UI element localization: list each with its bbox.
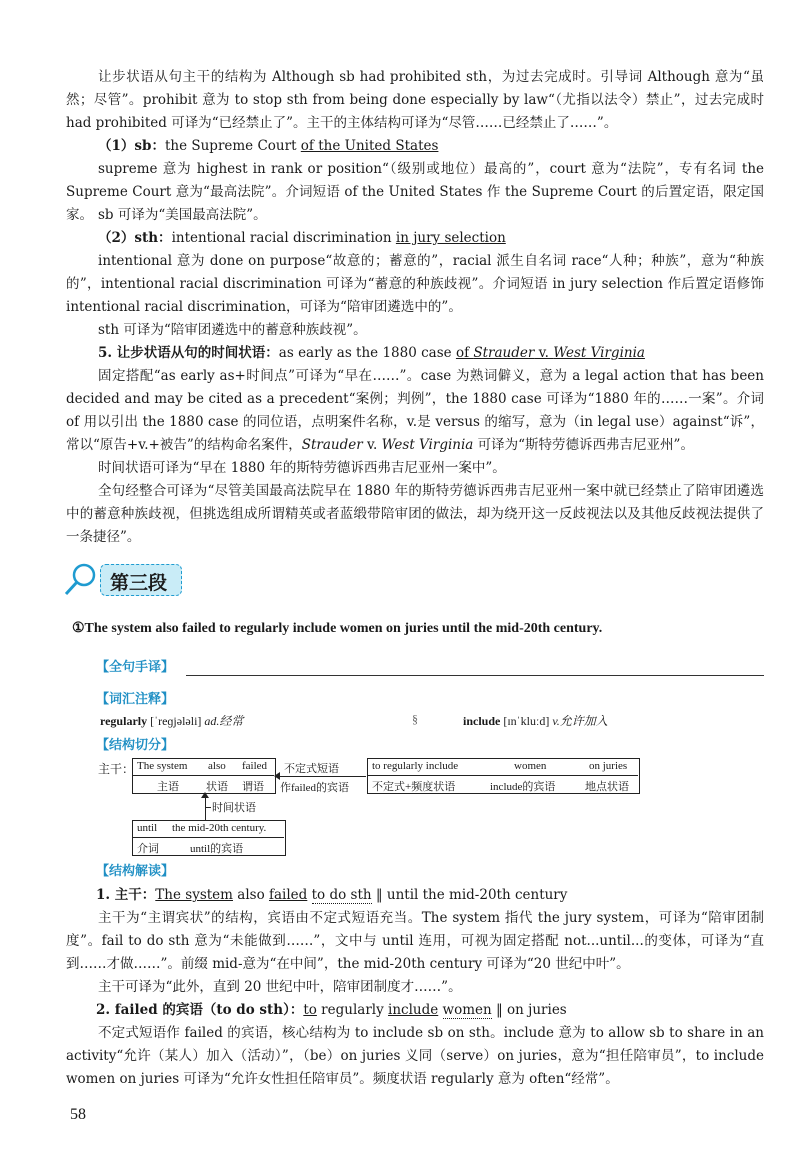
diagram-role: 谓语 — [242, 781, 264, 793]
diagram-time-label: 时间状语 — [212, 802, 256, 814]
heading-underline: in jury selection — [395, 230, 506, 246]
paragraph: 让步状语从句主干的结构为 Although sb had prohibited sth，为过去完成时。引导词 Although 意为“虽然；尽管”。prohibit 意为 to stop sth from being done especially by law“（尤指以法令）禁止”，过去完成时 had prohibited 可译为“已经禁止了”。主干的主体结构可译为“尽管……已经禁止了……”。 — [66, 69, 764, 131]
diagram-role: 介词 — [137, 843, 159, 855]
analysis-heading-2 — [96, 999, 764, 1022]
page-number: 58 — [70, 1106, 86, 1123]
vocab-ipa: [ɪnˈkluːd] — [503, 714, 550, 728]
diagram-word: The system — [137, 760, 188, 772]
plain-text: regularly — [316, 1002, 389, 1018]
case-defendant: West Virginia — [553, 345, 645, 361]
analysis-heading-1 — [96, 884, 764, 907]
paragraph: sth 可译为“陪审团遴选中的蓄意种族歧视”。 — [98, 322, 367, 338]
diagram-divider — [367, 775, 638, 776]
diagram-divider — [132, 837, 284, 838]
underlined-text: failed — [269, 887, 308, 903]
diagram-tick — [205, 807, 211, 808]
diagram-arrow-line — [278, 776, 366, 777]
heading-num: （2） — [98, 230, 135, 246]
paragraph — [66, 365, 764, 457]
heading-sb — [66, 135, 764, 158]
paragraph: supreme 意为 highest in rank or position“（级别或地位）最高的”，court 意为“法院”，专有名词 the Supreme Court 意为“最高法院”。介词短语 of the United States 作 the Supreme Court 的后置定语，限定国家。 — [66, 161, 764, 223]
paragraph: 不定式短语作 failed 的宾语，核心结构为 to include sb on sth。include 意为 to allow sb to share in an activity“允许（某人）加入（活动）”，（be）on juries 义同（serve）on juries，意为“担任陪审员”，to include women on juries 可译为“允许女性担任陪审员”。频度状语 regularly 意为 often“经常”。 — [66, 1025, 764, 1087]
heading-num: （1） — [98, 138, 135, 154]
diagram-word: until — [137, 822, 158, 834]
vocab-def: ad.经常 — [204, 714, 244, 728]
label-translate: 【全句手译】 — [96, 660, 175, 675]
plain-text — [307, 887, 311, 903]
heading-text: as early as the 1880 case — [278, 345, 456, 361]
section-label: 第三段 — [110, 572, 168, 594]
paragraph-text: 可译为“斯特劳德诉西弗吉尼亚州”。 — [477, 437, 694, 453]
paragraph: intentional 意为 done on purpose“故意的；蓄意的”，racial 派生自名词 race“人种；种族”，意为“种族的”，intentional racial discrimination 可译为“蓄意的种族歧视”。介词短语 in jury selection 作后置定语修饰 intentional racial discrimination，可译为“陪审团遴选中的”。 — [66, 253, 764, 315]
paragraph: 时间状语可译为“早在 1880 年的斯特劳德诉西弗吉尼亚州一案中”。 — [98, 460, 506, 476]
label-vocab: 【词汇注释】 — [96, 692, 175, 707]
heading-underline: of the United States — [300, 138, 439, 154]
underlined-text: to — [303, 1002, 317, 1018]
plain-text — [438, 1002, 442, 1018]
diagram-word: failed — [242, 760, 268, 772]
diagram-role: until的宾语 — [190, 843, 244, 855]
diagram-role: 地点状语 — [585, 781, 629, 793]
diagram-word: to regularly include — [372, 760, 459, 772]
plain-text: ‖ on juries — [491, 1002, 567, 1018]
heading-text: intentional racial discrimination — [171, 230, 396, 246]
vocab-word: regularly — [100, 714, 148, 728]
vocab-ipa: [ˈreɡjələli] — [150, 714, 202, 728]
heading-underline — [456, 345, 645, 361]
section-header — [62, 560, 202, 600]
diagram-word: on juries — [589, 760, 628, 772]
paragraph: 全句经整合可译为“尽管美国最高法院早在 1880 年的斯特劳德诉西弗吉尼亚州一案中就已经禁止了陪审团遴选中的蓄意种族歧视，但挑选组成所谓精英或者蓝缎带陪审团的做法，却为绕开这一反歧视法以及其他反歧视法提供了一条捷径”。 — [66, 483, 764, 545]
heading-lead: 5. 让步状语从句的时间状语： — [98, 345, 279, 361]
arrow-up-icon — [201, 792, 209, 798]
diagram-word: also — [208, 760, 226, 772]
vocab-word: include — [463, 714, 501, 728]
diagram-role: 主语 — [157, 781, 179, 793]
diagram-main-label: 主干： — [98, 762, 135, 776]
key-sentence: ①The system also failed to regularly include women on juries until the mid-20th century. — [72, 621, 603, 636]
translation-line — [186, 675, 764, 676]
case-plaintiff: Strauder — [301, 437, 363, 453]
heading-lead: 2. failed 的宾语（to do sth）： — [96, 1002, 304, 1018]
diagram-role: include的宾语 — [490, 781, 556, 793]
heading-lead: sb： — [134, 138, 165, 154]
diagram-up-line — [205, 795, 206, 821]
paragraph-text: 固定搭配“as early as+时间点”可译为“早在……”。case 为熟词僻义，意为 a legal action that has been decided and may be cited as a precedent“案例；判例”，the 1880 case 可译为“1880 年的……一案”。介词 of 用以引出 the 1880 case 的同位语，点明案件名称，v.是 versus 的缩写，意为（in legal use）against“诉”，常以“原告+v.+被告”的结构命名案件， — [66, 368, 764, 453]
diagram-mid-bottom: 作failed的宾语 — [280, 782, 350, 794]
dotted-text: to do sth — [311, 887, 372, 903]
paragraph: 主干为“主谓宾状”的结构，宾语由不定式短语充当。The system 指代 the jury system，可译为“陪审团制度”。fail to do sth 意为“未能做到……”，文中与 until 连用，可视为固定搭配 not...until...的变体，可译为“直到……才做……”。前缀 mid-意为“在中间”，the mid-20th century 可译为“20 世纪中叶”。 — [66, 910, 764, 972]
label-analysis: 【结构解读】 — [96, 864, 175, 879]
paragraph: sb 可译为“美国最高法院”。 — [98, 207, 267, 223]
dotted-text: women — [442, 1002, 492, 1018]
heading-lead: sth： — [134, 230, 172, 246]
vocab-def: v.允许加入 — [552, 714, 608, 728]
underlined-text: include — [388, 1002, 439, 1018]
diagram-word: women — [514, 760, 547, 772]
heading-sth — [66, 227, 764, 250]
plain-text: ‖ until the mid-20th century — [371, 887, 568, 903]
vocab-entry — [463, 712, 608, 729]
diagram-divider — [132, 775, 274, 776]
diagram-role: 不定式+频度状语 — [372, 781, 456, 793]
heading-text: the Supreme Court — [164, 138, 301, 154]
magnifier-icon — [62, 560, 102, 600]
label-cut: 【结构切分】 — [96, 738, 175, 753]
underlined-text: The system — [155, 887, 233, 903]
heading-5 — [66, 342, 764, 365]
paragraph: 主干可译为“此外，直到 20 世纪中叶，陪审团制度才……”。 — [98, 979, 462, 995]
case-of: of — [455, 345, 474, 361]
diagram-role: 状语 — [206, 781, 228, 793]
vocab-entry — [100, 712, 243, 729]
vocab-separator: § — [412, 712, 418, 726]
case-plaintiff: Strauder — [473, 345, 535, 361]
case-v: v. — [362, 437, 382, 453]
diagram-mid-top: 不定式短语 — [284, 763, 339, 775]
case-v: v. — [534, 345, 554, 361]
plain-text: also — [232, 887, 269, 903]
case-defendant: West Virginia — [381, 437, 474, 453]
diagram-word: the mid-20th century. — [172, 822, 267, 834]
heading-lead: 1. 主干： — [96, 887, 156, 903]
